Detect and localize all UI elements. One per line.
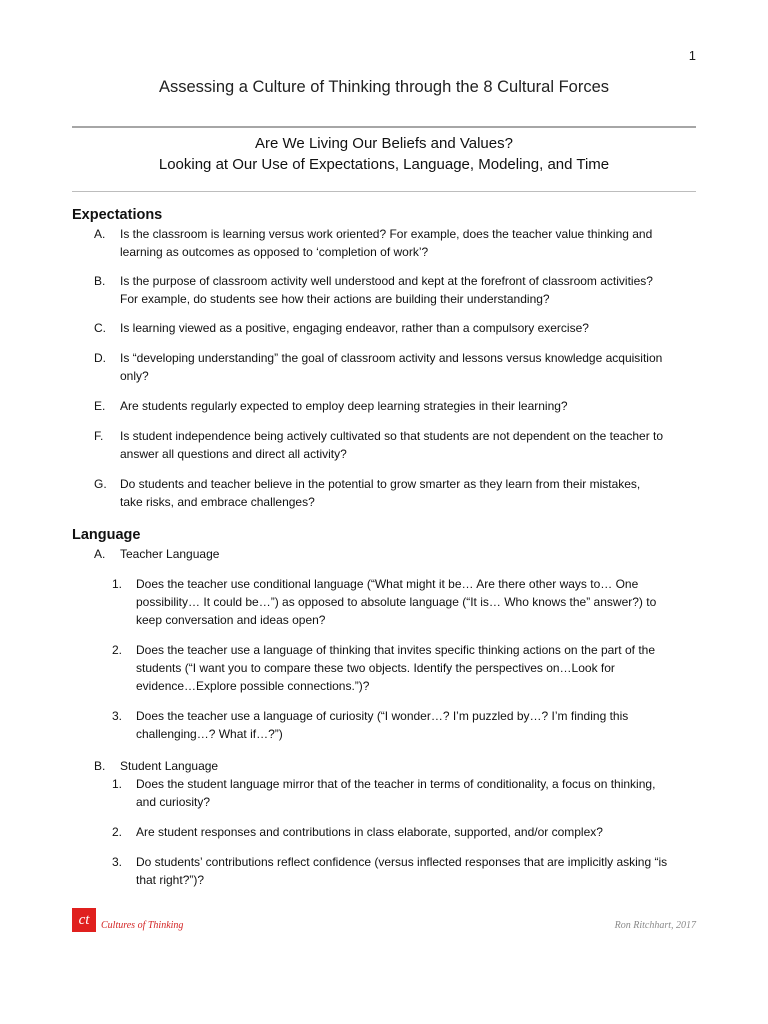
item-marker: G. <box>94 477 107 491</box>
item-marker: B. <box>94 759 106 773</box>
item-number: 1. <box>112 777 123 791</box>
teacher-language-item <box>72 575 696 629</box>
student-language-item <box>72 775 696 811</box>
item-marker: F. <box>94 429 104 443</box>
subtitle-line-1: Are We Living Our Beliefs and Values? <box>255 135 513 152</box>
item-text: Is the purpose of classroom activity well understood and kept at the forefront of classroom activities? For example, do students see how their actions are building their understanding? <box>120 274 653 306</box>
item-text: Is the classroom is learning versus work oriented? For example, does the teacher value thinking and learning as outcomes as opposed to ‘completion of work’? <box>120 227 653 259</box>
item-number: 3. <box>112 855 123 869</box>
page-number: 1 <box>688 48 696 63</box>
item-marker: A. <box>94 227 106 241</box>
subsection-label: Teacher Language <box>120 547 220 561</box>
item-text: Is “developing understanding” the goal of classroom activity and lessons versus knowledge acquisition only? <box>120 351 663 383</box>
student-language-item <box>72 853 696 889</box>
document-title: Assessing a Culture of Thinking through the 8 Cultural Forces <box>158 78 609 96</box>
student-language-item <box>72 823 696 841</box>
section-heading-expectations: Expectations <box>72 207 163 223</box>
item-text: Does the teacher use conditional language (“What might it be… Are there other ways to… One possibility… It could be…”) as opposed to absolute language (“It is… Who knows the” answer?) to keep conversation and ideas open? <box>136 577 657 627</box>
logo-text: ct <box>78 912 90 928</box>
subtitle-divider <box>72 191 696 192</box>
item-marker: C. <box>94 321 106 335</box>
item-text: Are students regularly expected to employ deep learning strategies in their learning? <box>120 399 568 413</box>
item-text: Is student independence being actively cultivated so that students are not dependent on the teacher to answer all questions and direct all activity? <box>120 429 664 461</box>
item-text: Is learning viewed as a positive, engaging endeavor, rather than a compulsory exercise? <box>120 321 589 335</box>
subsection-label: Student Language <box>120 759 219 773</box>
subsection-student-language <box>72 757 696 775</box>
footer-author: Ron Ritchhart, 2017 <box>614 920 696 931</box>
document-subtitle <box>0 133 768 175</box>
expectation-item <box>72 225 696 261</box>
item-text: Does the teacher use a language of thinking that invites specific thinking actions on the part of the students (“I want you to compare these two objects. Identify the perspectives on…Look for evidence…Explore possible connections.”)? <box>136 643 655 693</box>
expectation-item <box>72 427 696 463</box>
item-text: Does the teacher use a language of curiosity (“I wonder…? I’m puzzled by…? I’m finding this challenging…? What if…?”) <box>136 709 629 741</box>
section-heading-language: Language <box>72 527 141 543</box>
teacher-language-item <box>72 641 696 695</box>
subtitle-line-2: Looking at Our Use of Expectations, Language, Modeling, and Time <box>158 156 610 173</box>
expectation-item <box>72 475 696 511</box>
item-marker: A. <box>94 547 106 561</box>
cultures-of-thinking-logo <box>72 908 96 932</box>
expectation-item <box>72 397 696 415</box>
item-marker: E. <box>94 399 106 413</box>
teacher-language-item <box>72 707 696 743</box>
expectation-item <box>72 272 696 308</box>
subsection-teacher-language <box>72 545 696 563</box>
item-marker: D. <box>94 351 106 365</box>
item-text: Are student responses and contributions in class elaborate, supported, and/or complex? <box>136 825 603 839</box>
item-text: Does the student language mirror that of the teacher in terms of conditionality, a focus on thinking, and curiosity? <box>136 777 656 809</box>
item-marker: B. <box>94 274 106 288</box>
item-number: 2. <box>112 825 123 839</box>
footer-brand: Cultures of Thinking <box>101 920 184 931</box>
item-number: 2. <box>112 643 123 657</box>
expectation-item <box>72 319 696 337</box>
expectation-item <box>72 349 696 385</box>
item-text: Do students and teacher believe in the potential to grow smarter as they learn from their mistakes, take risks, and embrace challenges? <box>120 477 641 509</box>
document-body <box>72 207 696 889</box>
header-divider <box>72 126 696 128</box>
item-text: Do students’ contributions reflect confidence (versus inflected responses that are implicitly asking “is that right?”)? <box>136 855 668 887</box>
item-number: 1. <box>112 577 123 591</box>
item-number: 3. <box>112 709 123 723</box>
